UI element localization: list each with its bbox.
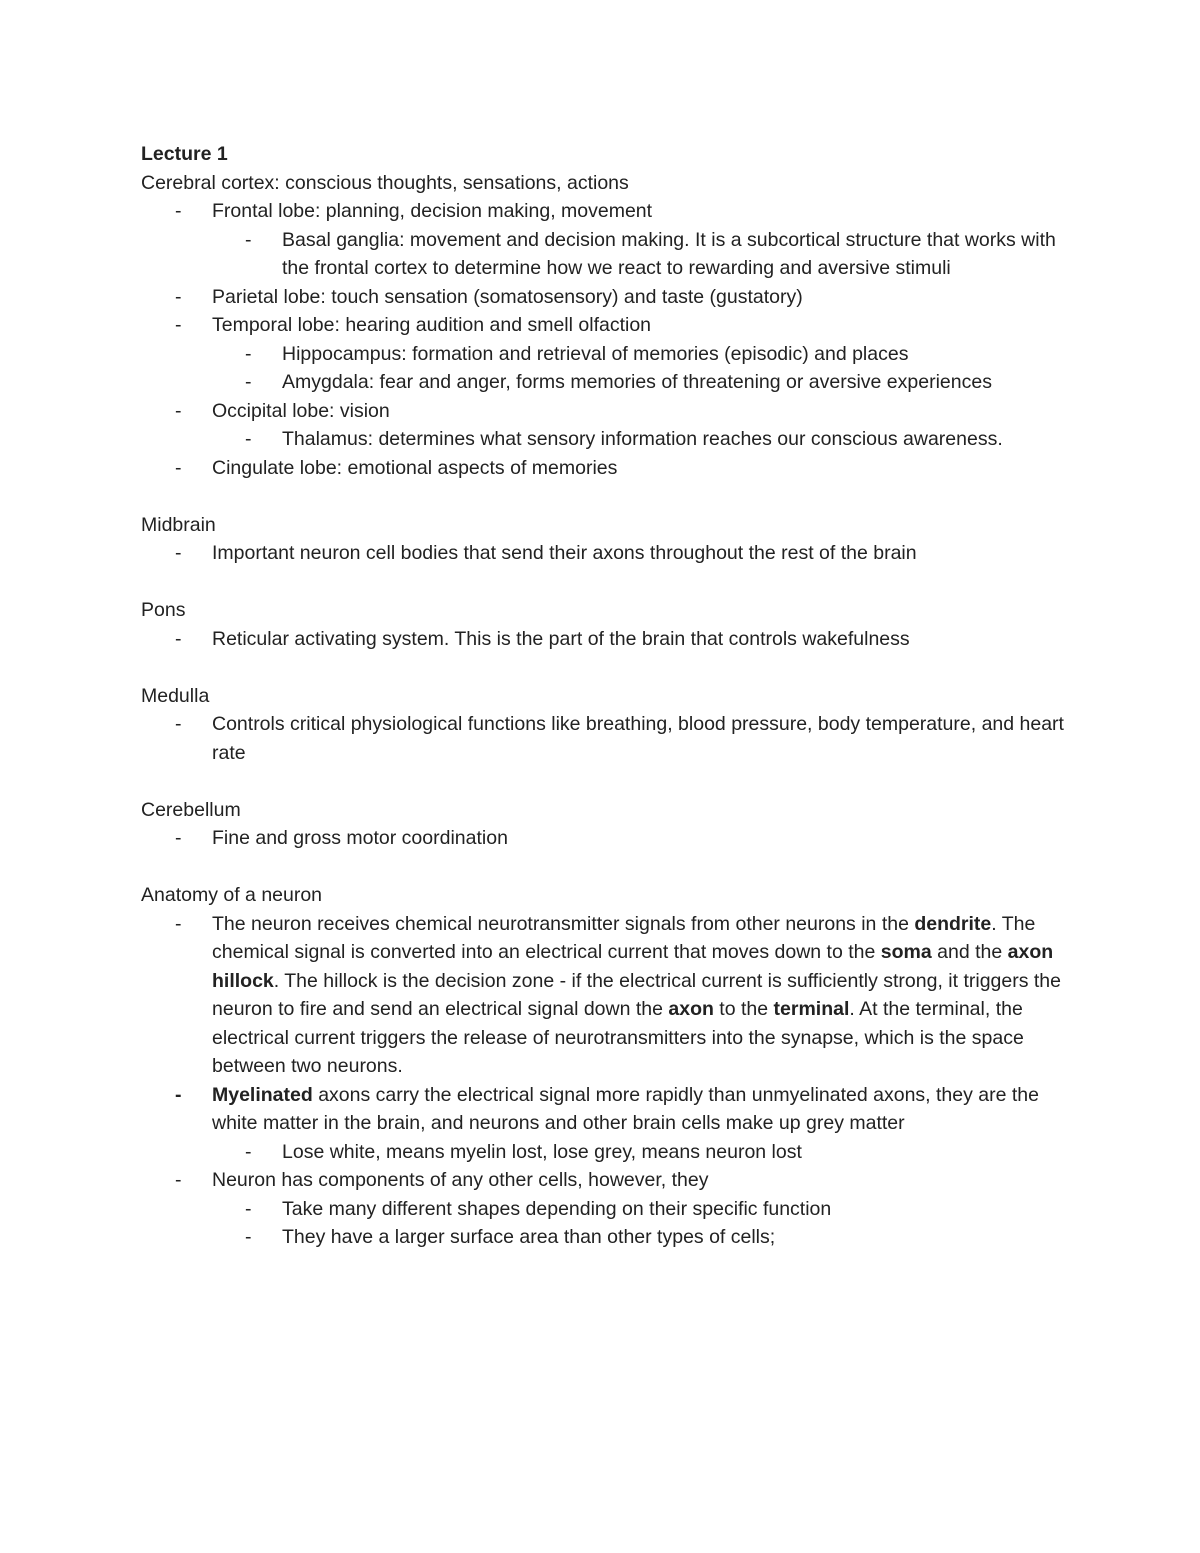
list-item	[141, 283, 1071, 312]
term-soma: soma	[880, 941, 932, 963]
list-item	[141, 1195, 1071, 1224]
list-item	[141, 1081, 1071, 1138]
text-run: axons carry the electrical signal more rapidly than unmyelinated axons, they are the white matter in the brain, and neurons and other brain cells make up grey matter	[212, 1083, 1039, 1134]
bullet-dash: -	[175, 456, 182, 479]
text-run: to the	[713, 998, 774, 1020]
bullet-dash: -	[175, 1169, 182, 1191]
neuron-components-text: Neuron has components of any other cells, however, they	[212, 1169, 709, 1191]
list-item	[141, 311, 1071, 340]
neuron-shapes-text: Take many different shapes depending on their specific function	[282, 1197, 832, 1220]
bullet-dash: -	[175, 713, 182, 735]
list-item	[141, 197, 1071, 226]
neuron-anatomy-heading: Anatomy of a neuron	[141, 884, 323, 906]
pons-heading: Pons	[141, 599, 186, 621]
bullet-dash: -	[245, 371, 252, 393]
list-item	[141, 368, 1071, 397]
thalamus-text: Thalamus: determines what sensory information reaches our conscious awareness.	[282, 428, 1003, 450]
cerebellum-heading: Cerebellum	[141, 798, 241, 821]
cerebral-cortex-intro: Cerebral cortex: conscious thoughts, sensations, actions	[141, 171, 629, 194]
bullet-dash: -	[175, 285, 182, 308]
cortex-list	[141, 197, 1071, 482]
bullet-dash: -	[245, 342, 252, 365]
text-run: and the	[931, 941, 1008, 963]
medulla-item-text: Controls critical physiological functions like breathing, blood pressure, body temperature, and heart rate	[212, 713, 1064, 764]
bullet-dash: -	[245, 1140, 252, 1163]
myelin-loss-text: Lose white, means myelin lost, lose grey, means neuron lost	[282, 1140, 802, 1163]
cingulate-lobe-text: Cingulate lobe: emotional aspects of memories	[212, 456, 618, 479]
medulla-list	[141, 710, 1071, 767]
midbrain-heading: Midbrain	[141, 513, 216, 536]
midbrain-item-text: Important neuron cell bodies that send their axons throughout the rest of the brain	[212, 542, 917, 564]
list-item	[141, 397, 1071, 426]
list-item	[141, 625, 1071, 654]
parietal-lobe-text: Parietal lobe: touch sensation (somatosensory) and taste (gustatory)	[212, 285, 803, 308]
list-item	[141, 1166, 1071, 1195]
bullet-dash: -	[245, 1197, 252, 1220]
bullet-dash: -	[245, 228, 252, 251]
term-axon-hillock: axon hillock	[212, 941, 1054, 992]
term-myelinated: Myelinated	[212, 1083, 313, 1106]
text-run: The neuron receives chemical neurotransmitter signals from other neurons in the	[212, 912, 915, 935]
bullet-dash: -	[175, 627, 182, 650]
temporal-lobe-text: Temporal lobe: hearing audition and smell olfaction	[212, 314, 652, 336]
bullet-dash: -	[175, 827, 182, 849]
list-item	[141, 226, 1071, 283]
midbrain-list	[141, 539, 1071, 568]
bullet-dash: -	[175, 200, 182, 222]
medulla-heading: Medulla	[141, 684, 210, 707]
term-axon: axon	[668, 998, 714, 1020]
occipital-lobe-text: Occipital lobe: vision	[212, 399, 390, 422]
pons-list	[141, 625, 1071, 654]
neuron-list	[141, 910, 1071, 1252]
lecture-title: Lecture 1	[141, 143, 228, 165]
amygdala-text: Amygdala: fear and anger, forms memories of threatening or aversive experiences	[282, 371, 992, 393]
list-item	[141, 454, 1071, 483]
term-dendrite: dendrite	[914, 912, 992, 935]
list-item	[141, 340, 1071, 369]
spacer	[141, 853, 1071, 882]
text-run: . The hillock is the decision zone - if the electrical current is sufficiently strong, it triggers the neuron to fire and send an electrical signal down the	[212, 969, 1061, 1020]
basal-ganglia-text: Basal ganglia: movement and decision making. It is a subcortical structure that works with the frontal cortex to determine how we react to rewarding and aversive stimuli	[282, 228, 1056, 279]
neuron-surface-text: They have a larger surface area than other types of cells;	[282, 1226, 776, 1248]
list-item	[141, 910, 1071, 1081]
bullet-dash: -	[175, 1083, 182, 1106]
list-item	[141, 539, 1071, 568]
list-item	[141, 425, 1071, 454]
bullet-dash: -	[175, 399, 182, 422]
list-item	[141, 710, 1071, 767]
bullet-dash: -	[175, 542, 182, 564]
bullet-dash: -	[245, 1226, 252, 1248]
spacer	[141, 653, 1071, 682]
list-item	[141, 824, 1071, 853]
cerebellum-item-text: Fine and gross motor coordination	[212, 827, 508, 849]
bullet-dash: -	[245, 428, 252, 450]
frontal-lobe-text: Frontal lobe: planning, decision making, movement	[212, 200, 653, 222]
spacer	[141, 767, 1071, 796]
spacer	[141, 482, 1071, 511]
list-item	[141, 1223, 1071, 1252]
neuron-signal-paragraph	[212, 913, 1061, 1078]
list-item	[141, 1138, 1071, 1167]
term-terminal: terminal	[773, 998, 850, 1020]
text-run: . At the terminal, the electrical current triggers the release of neurotransmitters into the synapse, which is the space between two neurons.	[212, 998, 1024, 1077]
bullet-dash: -	[175, 314, 182, 336]
document-body	[141, 140, 1071, 1252]
pons-item-text: Reticular activating system. This is the part of the brain that controls wakefulness	[212, 627, 910, 650]
text-run: . The chemical signal is converted into an electrical current that moves down to the	[212, 912, 1036, 963]
spacer	[141, 568, 1071, 597]
cerebellum-list	[141, 824, 1071, 853]
myelinated-paragraph	[212, 1084, 1039, 1135]
bullet-dash: -	[175, 912, 182, 935]
hippocampus-text: Hippocampus: formation and retrieval of memories (episodic) and places	[282, 342, 909, 365]
